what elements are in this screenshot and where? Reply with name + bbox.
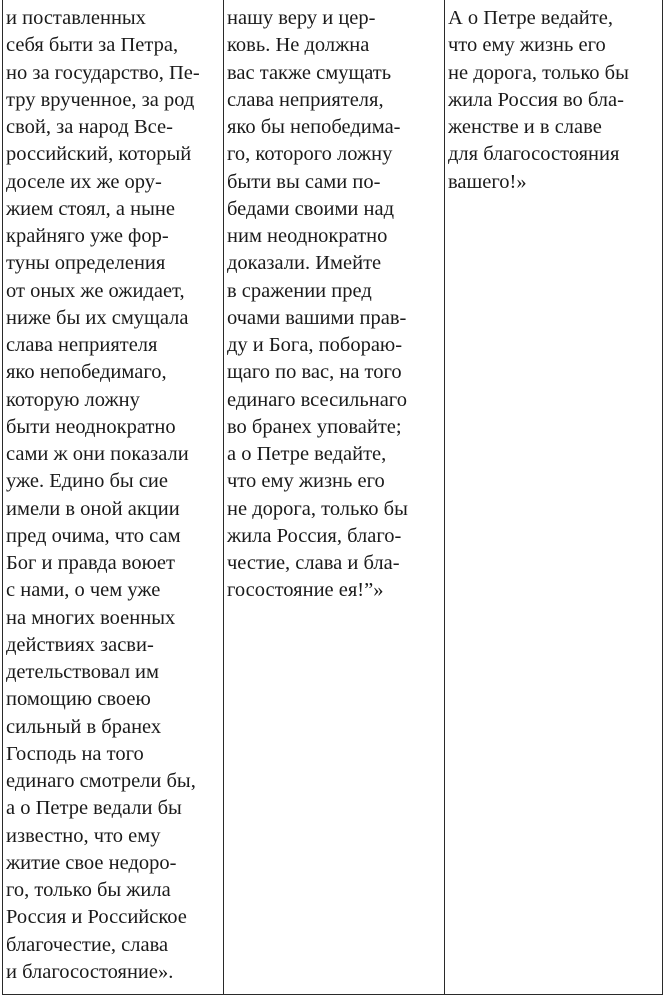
column-divider xyxy=(444,0,445,994)
text-line: помощию своею xyxy=(6,688,151,711)
text-line: сильный в бранех xyxy=(6,715,162,738)
text-line: благочестие, слава xyxy=(6,933,169,956)
text-line: вас также смущать xyxy=(227,61,392,84)
text-line: ковь. Не должна xyxy=(227,34,370,57)
column-3-text xyxy=(448,5,629,196)
text-line: Россия и Российское xyxy=(6,906,187,929)
text-line: единаго всесильнаго xyxy=(227,388,407,411)
text-line: быти вы сами по- xyxy=(227,170,381,193)
text-line: с нами, о чем уже xyxy=(6,579,161,602)
text-line: быти неоднократно xyxy=(6,415,176,438)
text-line: яко бы непобедима- xyxy=(227,116,401,138)
text-line: известно, что ему xyxy=(6,824,161,847)
text-line: честие, слава и бла- xyxy=(227,552,400,574)
text-line: яко непобедимаго, xyxy=(6,361,167,384)
text-line: жила Россия во бла- xyxy=(448,88,624,111)
text-line: не дорога, только бы xyxy=(448,61,629,84)
text-line: ним неоднократно xyxy=(227,225,388,247)
text-line: детельствовал им xyxy=(6,661,159,683)
column-1-text xyxy=(6,5,200,986)
text-line: сами ж они показали xyxy=(6,443,189,465)
text-line: го, только бы жила xyxy=(6,879,171,901)
text-line: ду и Бога, побораю- xyxy=(227,334,403,356)
text-line: жила Россия, благо- xyxy=(227,524,402,547)
text-line: доказали. Имейте xyxy=(227,252,382,275)
text-line: во бранех уповайте; xyxy=(227,415,402,438)
text-line: А о Петре ведайте, xyxy=(448,7,613,29)
text-line: жием стоял, а ныне xyxy=(6,197,175,220)
text-line: вашего!» xyxy=(448,170,527,193)
text-line: бедами своими над xyxy=(227,197,395,220)
text-line: Бог и правда воюет xyxy=(6,552,175,574)
text-line: себя быти за Петра, xyxy=(6,34,179,57)
text-line: слава неприятеля, xyxy=(227,88,384,111)
text-line: в сражении пред xyxy=(227,279,372,302)
text-line: го, которого ложну xyxy=(227,143,393,166)
text-line: но за государство, Пе- xyxy=(6,61,200,84)
text-line: очами вашими прав- xyxy=(227,306,407,329)
text-line: которую ложну xyxy=(6,388,140,411)
text-line: имели в оной акции xyxy=(6,497,180,520)
text-line: Господь на того xyxy=(6,742,144,765)
text-line: и благосостояние». xyxy=(6,960,174,983)
text-line: российский, который xyxy=(6,143,192,166)
text-line: житие свое недоро- xyxy=(6,851,177,874)
text-line: от оных же ожидает, xyxy=(6,279,185,302)
text-line: свой, за народ Все- xyxy=(6,116,173,138)
text-line: туны определения xyxy=(6,252,166,275)
text-line: слава неприятеля xyxy=(6,334,158,356)
text-line: ниже бы их смущала xyxy=(6,306,189,329)
text-line: госостояние ея!”» xyxy=(227,579,384,602)
text-line: не дорога, только бы xyxy=(227,497,408,520)
text-line: что ему жизнь его xyxy=(227,470,385,493)
text-line: и поставленных xyxy=(6,7,146,29)
text-line: уже. Едино бы сие xyxy=(6,470,168,493)
text-line: тру врученное, за род xyxy=(6,88,195,111)
text-line: для благосостояния xyxy=(448,143,620,166)
text-line: действиях засви- xyxy=(6,633,154,656)
text-line: что ему жизнь его xyxy=(448,34,606,57)
text-line: доселе их же ору- xyxy=(6,170,162,193)
text-line: пред очима, что сам xyxy=(6,524,181,547)
text-line: единаго смотрели бы, xyxy=(6,770,196,792)
text-line: а о Петре ведайте, xyxy=(227,443,387,465)
text-line: крайняго уже фор- xyxy=(6,225,169,247)
column-2-text xyxy=(227,5,408,605)
text-line: нашу веру и цер- xyxy=(227,7,376,29)
text-line: а о Петре ведали бы xyxy=(6,797,182,820)
column-divider xyxy=(223,0,224,994)
text-line: женстве и в славе xyxy=(448,116,602,138)
text-line: на многих военных xyxy=(6,606,176,629)
text-line: щаго по вас, на того xyxy=(227,361,402,384)
